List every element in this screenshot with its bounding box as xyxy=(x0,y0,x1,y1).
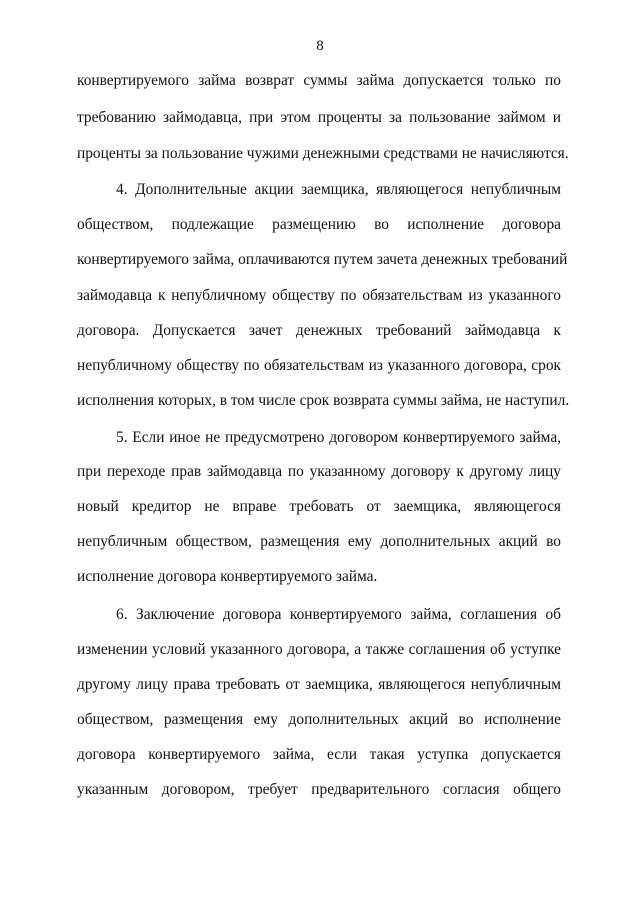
paragraph-6-first-line: 6. Заключение договора конвертируемого займа, соглашения об xyxy=(116,606,561,623)
text-line: указанным договором, требует предварительного согласия общего xyxy=(77,781,561,798)
text-line: исполнение договора конвертируемого займа. xyxy=(77,568,378,585)
paragraph-5-first-line: 5. Если иное не предусмотрено договором конвертируемого займа, xyxy=(116,429,561,446)
text-line: займодавца к непубличному обществу по обязательствам из указанного xyxy=(77,287,561,304)
text-line: договора конвертируемого займа, если такая уступка допускается xyxy=(77,746,561,763)
text-line: договора. Допускается зачет денежных требований займодавца к xyxy=(77,322,561,339)
text-line: изменении условий указанного договора, а также соглашения об уступке xyxy=(77,641,561,658)
text-line: исполнения которых, в том числе срок возврата суммы займа, не наступил. xyxy=(77,392,570,409)
text-line: требованию займодавца, при этом проценты за пользование займом и xyxy=(77,109,561,126)
text-line: обществом, подлежащие размещению во исполнение договора xyxy=(77,216,561,233)
text-line: проценты за пользование чужими денежными средствами не начисляются. xyxy=(77,145,569,162)
paragraph-4-first-line: 4. Дополнительные акции заемщика, являющегося непубличным xyxy=(116,181,561,198)
text-line: конвертируемого займа возврат суммы займа допускается только по xyxy=(77,72,561,89)
text-line: непубличным обществом, размещения ему дополнительных акций во xyxy=(77,533,561,550)
text-line: при переходе прав займодавца по указанному договору к другому лицу xyxy=(77,463,561,480)
page-number: 8 xyxy=(316,38,324,54)
text-line: непубличному обществу по обязательствам из указанного договора, срок xyxy=(77,357,561,374)
text-line: новый кредитор не вправе требовать от заемщика, являющегося xyxy=(77,498,561,515)
text-line: обществом, размещения ему дополнительных акций во исполнение xyxy=(77,711,561,728)
text-line: другому лицу права требовать от заемщика, являющегося непубличным xyxy=(77,676,561,693)
text-line: конвертируемого займа, оплачиваются путем зачета денежных требований xyxy=(77,251,568,268)
